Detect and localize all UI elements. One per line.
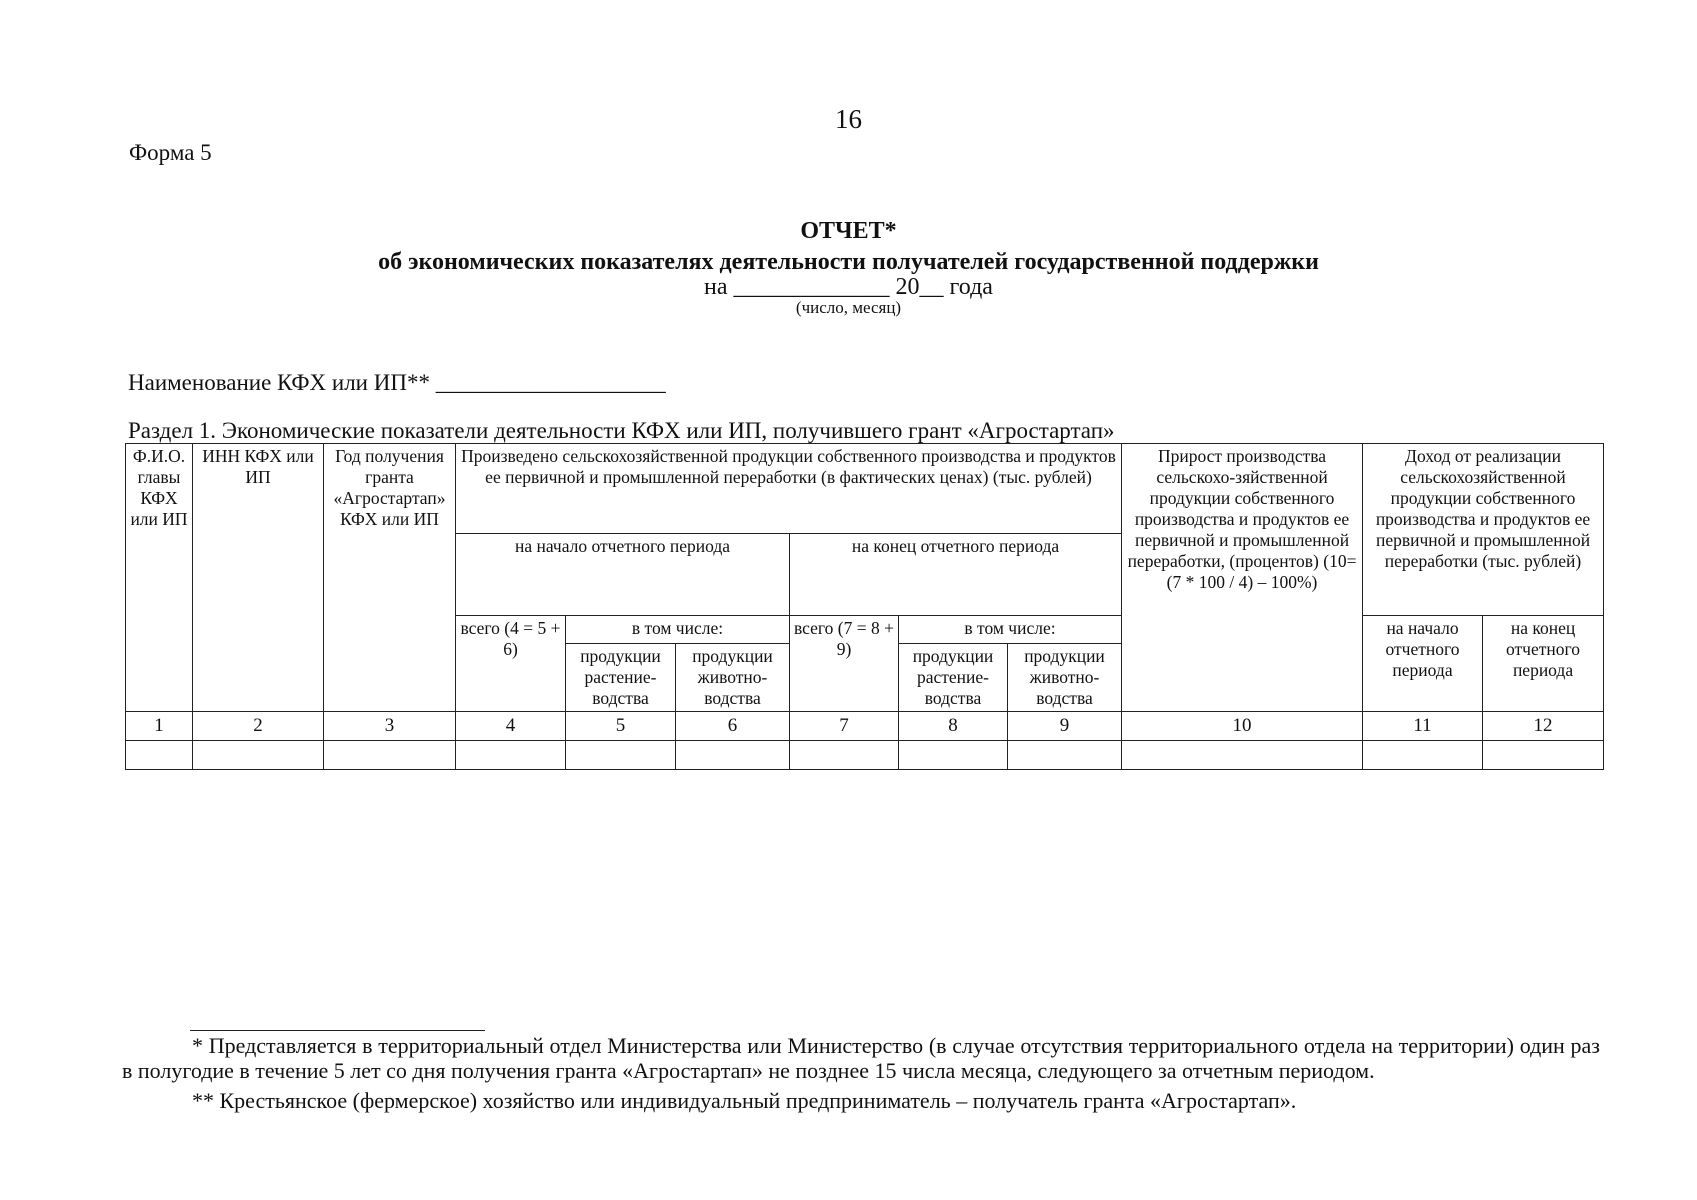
data-cell (676, 741, 790, 770)
column-number: 3 (324, 712, 456, 741)
footnote-1: * Представляется в территориальный отдел Министерства или Министерство (в случае отсутствия территориального отдела на территории) один раз в полугодие в течение 5 лет со дня получения гранта «Агростартап» не позднее 15 числа месяца, следующего за отчетным периодом. (122, 1033, 1600, 1083)
report-table (125, 443, 1604, 770)
data-cell (324, 741, 456, 770)
footnotes (122, 1034, 1600, 1114)
header-end-period: на конец отчетного периода (790, 534, 1122, 616)
section-title: Раздел 1. Экономические показатели деятельности КФХ или ИП, получившего грант «Агростартап» (128, 418, 1115, 443)
report-subtitle: об экономических показателях деятельности получателей государственной поддержки (378, 249, 1319, 275)
header-growth: Прирост производства сельскохо-зяйственной продукции собственного производства и продуктов ее первичной и промышленной переработки, (процентов) (10= (7 * 100 / 4) – 100%) (1122, 444, 1363, 712)
column-number: 8 (899, 712, 1008, 741)
page-number: 16 (835, 104, 862, 134)
column-number: 9 (1008, 712, 1122, 741)
data-cell (193, 741, 324, 770)
header-total-start: всего (4 = 5 + 6) (456, 616, 566, 712)
column-number: 6 (676, 712, 790, 741)
header-income-start: на начало отчетного периода (1363, 616, 1483, 712)
column-number: 10 (1122, 712, 1363, 741)
header-inn: ИНН КФХ или ИП (193, 444, 324, 712)
footnote-2: ** Крестьянское (фермерское) хозяйство или индивидуальный предприниматель – получатель гранта «Агростартап». (192, 1088, 1297, 1114)
entity-name-line: Наименование КФХ или ИП** ____________________ (128, 370, 666, 395)
footnote-divider (190, 1030, 485, 1031)
column-number: 7 (790, 712, 899, 741)
data-cell (1122, 741, 1363, 770)
column-number: 11 (1363, 712, 1483, 741)
header-crop-end: продукции растение-водства (899, 644, 1008, 712)
header-including-end: в том числе: (899, 616, 1122, 644)
report-date-line: на _____________ 20__ года (704, 274, 993, 300)
report-date-hint: (число, месяц) (795, 298, 902, 317)
header-start-period: на начало отчетного периода (456, 534, 790, 616)
data-entry-row (126, 741, 1604, 770)
column-number: 2 (193, 712, 324, 741)
report-title: ОТЧЕТ* (800, 218, 897, 244)
header-total-end: всего (7 = 8 + 9) (790, 616, 899, 712)
header-crop-start: продукции растение-водства (566, 644, 676, 712)
data-cell (456, 741, 566, 770)
header-including-start: в том числе: (566, 616, 790, 644)
data-cell (1363, 741, 1483, 770)
column-number: 4 (456, 712, 566, 741)
column-numbers-row (126, 712, 1604, 741)
header-produced: Произведено сельскохозяйственной продукции собственного производства и продуктов ее первичной и промышленной переработки (в фактических ценах) (тыс. рублей) (456, 444, 1122, 534)
column-number: 1 (126, 712, 193, 741)
column-number: 12 (1483, 712, 1604, 741)
header-livestock-end: продукции животно-водства (1008, 644, 1122, 712)
data-cell (1008, 741, 1122, 770)
data-cell (899, 741, 1008, 770)
header-fio: Ф.И.О. главы КФХ или ИП (126, 444, 193, 712)
header-livestock-start: продукции животно-водства (676, 644, 790, 712)
header-income: Доход от реализации сельскохозяйственной продукции собственного производства и продуктов ее первичной и промышленной переработки (тыс. рублей) (1363, 444, 1604, 616)
column-number: 5 (566, 712, 676, 741)
header-income-end: на конец отчетного периода (1483, 616, 1604, 712)
data-cell (566, 741, 676, 770)
data-cell (1483, 741, 1604, 770)
data-cell (790, 741, 899, 770)
data-cell (126, 741, 193, 770)
header-grant-year: Год получения гранта «Агростартап» КФХ или ИП (324, 444, 456, 712)
form-label: Форма 5 (129, 140, 212, 165)
